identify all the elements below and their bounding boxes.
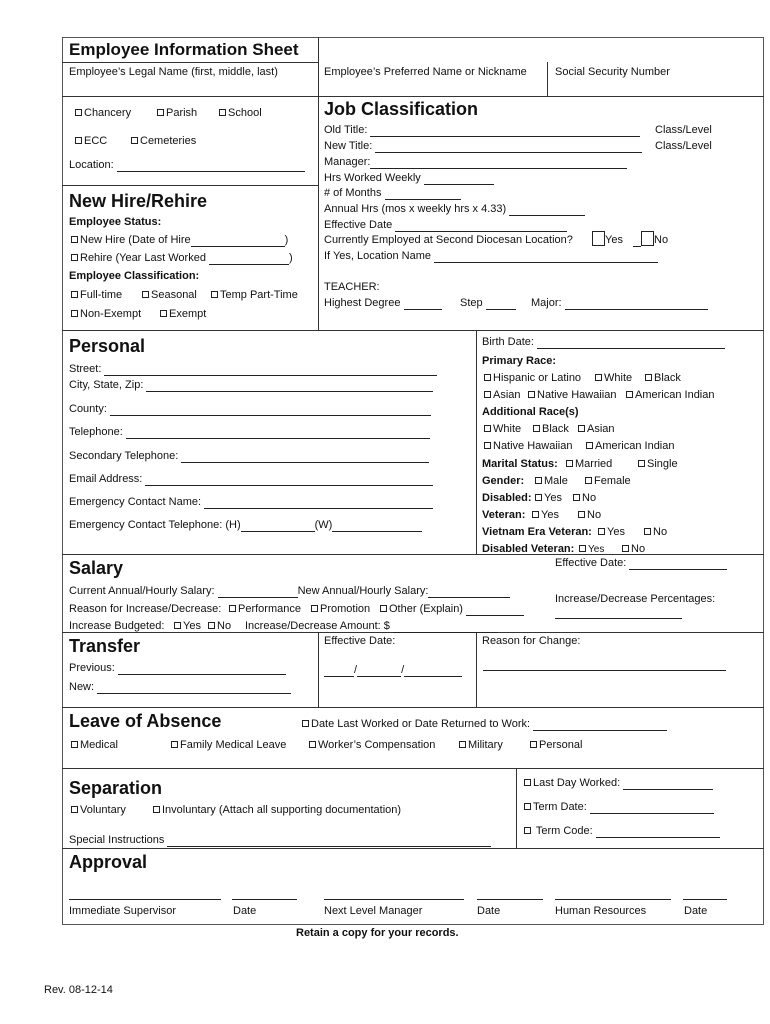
performance-checkbox[interactable] (229, 605, 236, 612)
hr-date-line[interactable] (683, 899, 727, 900)
american-indian-checkbox[interactable] (626, 391, 633, 398)
divider (62, 554, 764, 555)
year-input[interactable] (404, 665, 462, 677)
leave-heading: Leave of Absence (69, 711, 222, 731)
amount-field[interactable]: Increase/Decrease Amount: $ (245, 620, 497, 633)
family-medical-option[interactable]: Family Medical Leave (171, 739, 286, 752)
telephone-field[interactable]: Telephone: (69, 426, 430, 439)
divider (62, 96, 764, 97)
add-asian-option[interactable]: Asian (578, 423, 615, 436)
manager-date-line[interactable] (477, 899, 543, 900)
promotion-checkbox[interactable] (311, 605, 318, 612)
emergency-telephone-field[interactable]: Emergency Contact Telephone: (H) (W) (69, 519, 422, 532)
primary-race-label: Primary Race: (482, 355, 556, 367)
hrs-weekly-field[interactable]: Hrs Worked Weekly (324, 172, 494, 185)
location-name-input[interactable] (434, 251, 658, 263)
approval-heading: Approval (69, 852, 148, 872)
performance-option[interactable]: Performance (229, 603, 301, 616)
dv-yes-checkbox[interactable] (579, 545, 586, 552)
supervisor-signature-line[interactable] (69, 899, 221, 900)
reason-label: Reason for Increase/Decrease: (69, 603, 222, 615)
divider (62, 848, 764, 849)
add-american-indian-option[interactable]: American Indian (586, 440, 675, 453)
divider (62, 62, 318, 63)
parish-option[interactable]: Parish (157, 107, 197, 120)
divider (516, 768, 517, 848)
divider (62, 707, 764, 708)
teacher-label: TEACHER: (324, 281, 380, 293)
birth-date-field[interactable]: Birth Date: (482, 336, 725, 349)
highest-degree-input[interactable] (404, 298, 442, 310)
manager-label: Next Level Manager (324, 905, 423, 917)
major-input[interactable] (565, 298, 708, 310)
budgeted-yes-option[interactable]: Yes (174, 620, 201, 633)
current-salary-input[interactable] (218, 586, 298, 598)
family-medical-checkbox[interactable] (171, 741, 178, 748)
new-field[interactable]: New: (69, 681, 291, 694)
secondary-telephone-input[interactable] (181, 451, 429, 463)
hispanic-option[interactable]: Hispanic or Latino (484, 372, 581, 385)
white-option[interactable]: White (595, 372, 632, 385)
married-option[interactable]: Married (566, 458, 612, 471)
add-native-hawaiian-checkbox[interactable] (484, 442, 491, 449)
birth-date-input[interactable] (537, 337, 725, 349)
veteran-label: Veteran: (482, 509, 526, 521)
city-field[interactable]: City, State, Zip: (69, 379, 433, 392)
workers-comp-option[interactable]: Worker’s Compensation (309, 739, 435, 752)
old-title-field[interactable]: Old Title: (324, 124, 640, 137)
cemeteries-checkbox[interactable] (131, 137, 138, 144)
emergency-home-input[interactable] (241, 520, 315, 532)
currently-employed-no[interactable]: No (633, 231, 668, 247)
employee-status-label: Employee Status: (69, 216, 162, 228)
email-input[interactable] (145, 474, 433, 486)
native-hawaiian-option[interactable]: Native Hawaiian (528, 389, 616, 402)
date-worked-input[interactable] (533, 719, 667, 731)
disabled-no-option[interactable]: No (573, 492, 596, 505)
supervisor-label: Immediate Supervisor (69, 905, 176, 917)
last-day-input[interactable] (623, 778, 713, 790)
budgeted-no-option[interactable]: No (208, 620, 231, 633)
hispanic-checkbox[interactable] (484, 374, 491, 381)
amount-input[interactable] (393, 621, 497, 633)
vietnam-no-option[interactable]: No (644, 526, 667, 539)
ssn-label: Social Security Number (555, 66, 670, 78)
percentages-label: Increase/Decrease Percentages: (555, 593, 716, 605)
previous-input[interactable] (118, 663, 286, 675)
step-field[interactable]: Step (460, 297, 516, 310)
veteran-no-option[interactable]: No (578, 509, 601, 522)
vietnam-veteran-label: Vietnam Era Veteran: (482, 526, 592, 538)
job-classification-heading: Job Classification (324, 99, 479, 119)
budgeted-no-checkbox[interactable] (208, 622, 215, 629)
date-of-hire-input[interactable] (191, 235, 285, 247)
disabled-label: Disabled: (482, 492, 532, 504)
dv-yes-option[interactable]: Yes (579, 543, 604, 556)
military-option[interactable]: Military (459, 739, 503, 752)
black-checkbox[interactable] (645, 374, 652, 381)
divider (62, 185, 318, 186)
voluntary-checkbox[interactable] (71, 806, 78, 813)
school-option[interactable]: School (219, 107, 262, 120)
male-checkbox[interactable] (535, 477, 542, 484)
additional-race-label: Additional Race(s) (482, 406, 579, 418)
non-exempt-checkbox[interactable] (71, 310, 78, 317)
personal-leave-checkbox[interactable] (530, 741, 537, 748)
employee-classification-label: Employee Classification: (69, 270, 200, 282)
native-hawaiian-checkbox[interactable] (528, 391, 535, 398)
city-input[interactable] (146, 380, 433, 392)
add-native-hawaiian-option[interactable]: Native Hawaiian (484, 440, 572, 453)
dv-no-checkbox[interactable] (622, 545, 629, 552)
effective-date-field[interactable]: Effective Date (324, 219, 567, 232)
transfer-date-field[interactable]: / / (324, 664, 462, 677)
county-field[interactable]: County: (69, 403, 431, 416)
add-black-option[interactable]: Black (533, 423, 569, 436)
effective-date-input[interactable] (395, 220, 567, 232)
exempt-checkbox[interactable] (160, 310, 167, 317)
telephone-input[interactable] (126, 427, 430, 439)
no-checkbox[interactable] (641, 231, 654, 246)
special-instructions-input[interactable] (167, 835, 491, 847)
location-input[interactable] (117, 160, 305, 172)
asian-option[interactable]: Asian (484, 389, 521, 402)
date-worked-field[interactable]: Date Last Worked or Date Returned to Work: (302, 718, 667, 731)
vietnam-yes-checkbox[interactable] (598, 528, 605, 535)
involuntary-option[interactable]: Involuntary (Attach all supporting documentation) (153, 804, 401, 817)
workers-comp-checkbox[interactable] (309, 741, 316, 748)
hr-label: Human Resources (555, 905, 647, 917)
months-field[interactable]: # of Months (324, 187, 461, 200)
asian-checkbox[interactable] (484, 391, 491, 398)
divider (318, 632, 319, 707)
add-white-option[interactable]: White (484, 423, 521, 436)
white-checkbox[interactable] (595, 374, 602, 381)
last-day-field[interactable]: Last Day Worked: (524, 777, 713, 790)
parish-checkbox[interactable] (157, 109, 164, 116)
new-hire-heading: New Hire/Rehire (69, 191, 208, 211)
exempt-option[interactable]: Exempt (160, 308, 206, 321)
add-white-checkbox[interactable] (484, 425, 491, 432)
email-field[interactable]: Email Address: (69, 473, 433, 486)
class-level-2: Class/Level (655, 140, 712, 152)
personal-leave-option[interactable]: Personal (530, 739, 582, 752)
term-date-checkbox[interactable] (524, 803, 531, 810)
date-label-3: Date (684, 905, 708, 917)
old-title-input[interactable] (370, 125, 640, 137)
disabled-no-checkbox[interactable] (573, 494, 580, 501)
salary-heading: Salary (69, 558, 124, 578)
single-option[interactable]: Single (638, 458, 678, 471)
new-title-field[interactable]: New Title: (324, 140, 642, 153)
percentages-input[interactable] (555, 618, 682, 619)
location-name-field[interactable]: If Yes, Location Name (324, 250, 658, 263)
male-option[interactable]: Male (535, 475, 568, 488)
annual-hrs-input[interactable] (509, 204, 585, 216)
form-title: Employee Information Sheet (69, 40, 299, 59)
new-hire-checkbox[interactable] (71, 236, 78, 243)
other-option[interactable]: Other (Explain) (380, 603, 524, 616)
divider (476, 632, 477, 707)
divider (62, 768, 764, 769)
term-code-input[interactable] (596, 826, 720, 838)
seasonal-option[interactable]: Seasonal (142, 289, 197, 302)
black-option[interactable]: Black (645, 372, 681, 385)
veteran-yes-checkbox[interactable] (532, 511, 539, 518)
divider (318, 37, 319, 96)
salary-effective-date-input[interactable] (629, 558, 727, 570)
rehire-option[interactable]: Rehire (Year Last Worked ) (71, 252, 293, 265)
military-checkbox[interactable] (459, 741, 466, 748)
divider (547, 62, 548, 96)
term-date-input[interactable] (590, 802, 714, 814)
day-input[interactable] (357, 665, 401, 677)
transfer-effective-date-label: Effective Date: (324, 635, 396, 647)
chancery-checkbox[interactable] (75, 109, 82, 116)
date-worked-checkbox[interactable] (302, 720, 309, 727)
term-code-field[interactable]: Term Code: (524, 825, 720, 838)
temp-option[interactable]: Temp Part-Time (211, 289, 298, 302)
legal-name-label: Employee’s Legal Name (first, middle, last) (69, 66, 278, 78)
current-salary-field[interactable]: Current Annual/Hourly Salary: New Annual/Hourly Salary: (69, 585, 510, 598)
vietnam-no-checkbox[interactable] (644, 528, 651, 535)
annual-hrs-field[interactable]: Annual Hrs (mos x weekly hrs x 4.33) (324, 203, 585, 216)
manager-input[interactable] (370, 157, 627, 169)
non-exempt-option[interactable]: Non-Exempt (71, 308, 141, 321)
manager-field[interactable]: Manager: (324, 156, 627, 169)
term-code-checkbox[interactable] (524, 827, 531, 834)
chancery-option[interactable]: Chancery (75, 107, 131, 120)
revision-label: Rev. 08-12-14 (44, 984, 113, 996)
hr-signature-line[interactable] (555, 899, 671, 900)
retain-note: Retain a copy for your records. (296, 927, 459, 939)
month-input[interactable] (324, 665, 354, 677)
date-label-2: Date (477, 905, 501, 917)
new-title-input[interactable] (375, 141, 642, 153)
location-field[interactable]: Location: (69, 159, 305, 172)
divider (476, 330, 477, 554)
county-input[interactable] (110, 404, 431, 416)
step-input[interactable] (486, 298, 516, 310)
special-instructions-field[interactable]: Special Instructions (69, 834, 491, 847)
disabled-veteran-label: Disabled Veteran: (482, 543, 575, 555)
street-field[interactable]: Street: (69, 363, 437, 376)
voluntary-option[interactable]: Voluntary (71, 804, 126, 817)
currently-employed-question: Currently Employed at Second Diocesan Location? (324, 234, 573, 246)
add-asian-checkbox[interactable] (578, 425, 585, 432)
class-level-1: Class/Level (655, 124, 712, 136)
divider (62, 330, 764, 331)
other-explain-input[interactable] (466, 604, 524, 616)
budgeted-label: Increase Budgeted: (69, 620, 165, 632)
female-option[interactable]: Female (585, 475, 631, 488)
major-field[interactable]: Major: (531, 297, 708, 310)
year-last-worked-input[interactable] (209, 253, 289, 265)
medical-option[interactable]: Medical (71, 739, 118, 752)
hrs-weekly-input[interactable] (424, 173, 494, 185)
medical-checkbox[interactable] (71, 741, 78, 748)
disabled-yes-option[interactable]: Yes (535, 492, 562, 505)
emergency-name-input[interactable] (204, 497, 433, 509)
gender-label: Gender: (482, 475, 525, 487)
yes-checkbox[interactable] (592, 231, 605, 246)
veteran-no-checkbox[interactable] (578, 511, 585, 518)
married-checkbox[interactable] (566, 460, 573, 467)
add-black-checkbox[interactable] (533, 425, 540, 432)
veteran-yes-option[interactable]: Yes (532, 509, 559, 522)
salary-effective-date-field[interactable]: Effective Date: (555, 557, 727, 570)
dv-no-option[interactable]: No (622, 543, 645, 556)
reason-change-input[interactable] (483, 670, 726, 671)
date-label-1: Date (233, 905, 257, 917)
new-input[interactable] (97, 682, 291, 694)
promotion-option[interactable]: Promotion (311, 603, 370, 616)
rehire-checkbox[interactable] (71, 254, 78, 261)
disabled-yes-checkbox[interactable] (535, 494, 542, 501)
reason-change-label: Reason for Change: (482, 635, 581, 647)
involuntary-checkbox[interactable] (153, 806, 160, 813)
preferred-name-label: Employee’s Preferred Name or Nickname (324, 66, 527, 78)
supervisor-date-line[interactable] (232, 899, 297, 900)
full-time-checkbox[interactable] (71, 291, 78, 298)
separation-heading: Separation (69, 778, 163, 798)
new-salary-input[interactable] (428, 586, 510, 598)
divider (318, 96, 319, 330)
vietnam-yes-option[interactable]: Yes (598, 526, 625, 539)
street-input[interactable] (104, 364, 437, 376)
cemeteries-option[interactable]: Cemeteries (131, 135, 196, 148)
ecc-option[interactable]: ECC (75, 135, 107, 148)
ecc-checkbox[interactable] (75, 137, 82, 144)
american-indian-option[interactable]: American Indian (626, 389, 715, 402)
full-time-option[interactable]: Full-time (71, 289, 122, 302)
emergency-work-input[interactable] (332, 520, 422, 532)
last-day-checkbox[interactable] (524, 779, 531, 786)
school-checkbox[interactable] (219, 109, 226, 116)
currently-employed-yes[interactable]: Yes (592, 231, 623, 247)
new-hire-option[interactable]: New Hire (Date of Hire ) (71, 234, 288, 247)
previous-field[interactable]: Previous: (69, 662, 286, 675)
other-checkbox[interactable] (380, 605, 387, 612)
personal-heading: Personal (69, 336, 146, 356)
female-checkbox[interactable] (585, 477, 592, 484)
secondary-telephone-field[interactable]: Secondary Telephone: (69, 450, 429, 463)
emergency-name-field[interactable]: Emergency Contact Name: (69, 496, 433, 509)
highest-degree-field[interactable]: Highest Degree (324, 297, 442, 310)
single-checkbox[interactable] (638, 460, 645, 467)
budgeted-yes-checkbox[interactable] (174, 622, 181, 629)
manager-signature-line[interactable] (324, 899, 464, 900)
temp-checkbox[interactable] (211, 291, 218, 298)
marital-status-label: Marital Status: (482, 458, 558, 470)
seasonal-checkbox[interactable] (142, 291, 149, 298)
transfer-heading: Transfer (69, 636, 141, 656)
term-date-field[interactable]: Term Date: (524, 801, 714, 814)
months-input[interactable] (385, 188, 461, 200)
add-american-indian-checkbox[interactable] (586, 442, 593, 449)
